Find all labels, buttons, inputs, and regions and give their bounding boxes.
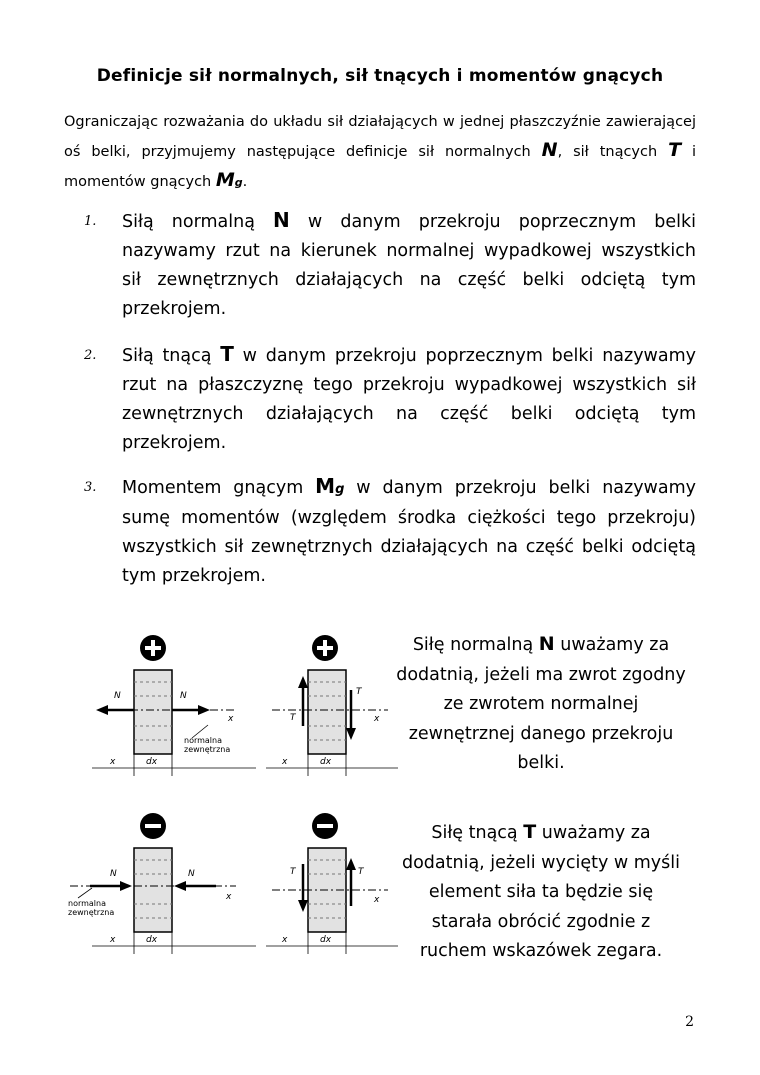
axis-label-x: x <box>228 714 234 724</box>
side-text-before: Siłę tnącą <box>431 823 524 843</box>
plus-sign-icon <box>140 635 166 661</box>
dimension-label-x: x <box>282 757 288 767</box>
definition-symbol: T <box>220 342 234 366</box>
dimension-label-x: x <box>282 935 288 945</box>
definition-after: w danym przekroju belki nazywamy sumę momentów (względem środka ciężkości tego przekroju) wszystkich sił zewnętrznych działających na część belki odciętą tym przekrojem. <box>122 478 696 586</box>
normal-label-1: normalna <box>184 736 223 745</box>
figure-shear-positive <box>262 630 402 778</box>
normal-pointer-line <box>78 888 92 898</box>
plus-sign-icon <box>312 635 338 661</box>
intro-symbol-m: M <box>215 169 235 191</box>
definition-number: 3. <box>84 480 97 495</box>
intro-symbol-n: N <box>541 139 558 161</box>
dimension-label-dx: dx <box>146 935 158 945</box>
definition-number: 1. <box>84 214 97 229</box>
figure-shear-negative <box>262 808 402 956</box>
side-text-symbol: T <box>523 821 537 843</box>
force-label-n-left: N <box>114 691 121 701</box>
definition-after: w danym przekroju poprzecznym belki nazywamy rzut na płaszczyznę tego przekroju wypadkowej wszystkich sił zewnętrznych działających na część belki odciętą tym przekrojem. <box>122 346 696 453</box>
intro-text-2: , sił tnących <box>557 144 669 160</box>
intro-paragraph <box>64 108 696 197</box>
definition-before: Siłą normalną <box>122 212 274 232</box>
dimension-label-dx: dx <box>320 757 332 767</box>
force-arrow-right <box>172 705 210 715</box>
force-arrow-into-right <box>174 881 216 891</box>
dimension-label-dx: dx <box>146 757 158 767</box>
shear-arrow-down <box>298 864 308 912</box>
figure-normal-positive <box>66 630 276 778</box>
force-label-t-right: T <box>358 867 364 877</box>
force-arrow-into-left <box>90 881 132 891</box>
force-label-n-right: N <box>188 869 195 879</box>
page-number: 2 <box>685 1014 694 1030</box>
definition-symbol: N <box>273 208 290 232</box>
side-text-before: Siłę normalną <box>412 635 539 655</box>
definition-symbol: M <box>315 474 336 498</box>
definition-2 <box>84 340 696 458</box>
dimension-line <box>92 754 256 776</box>
normal-label-1: normalna <box>68 899 107 908</box>
intro-text-3: i momentów gnących <box>64 144 697 190</box>
shear-arrow-down <box>346 690 356 740</box>
definition-number: 2. <box>84 348 97 363</box>
force-label-t-left: T <box>290 867 296 877</box>
force-arrow-left <box>96 705 134 715</box>
intro-text-4: . <box>242 174 248 190</box>
intro-text-1: Ograniczając rozważania do układu sił działających w jednej płaszczyźnie zawierającej oś belki, przyjmujemy następujące definicje sił normalnych <box>64 114 696 160</box>
definition-after: w danym przekroju poprzecznym belki nazywamy rzut na kierunek normalnej wypadkowej wszystkich sił zewnętrznych działających na część belki odciętą tym przekrojem. <box>122 212 696 319</box>
definition-before: Siłą tnącą <box>122 346 221 366</box>
side-text-shear <box>396 818 686 967</box>
definition-1 <box>84 206 696 324</box>
beam-element <box>134 670 172 754</box>
dimension-label-dx: dx <box>320 935 332 945</box>
definition-3 <box>84 472 696 591</box>
axis-label-x: x <box>226 892 232 902</box>
page-title: Definicje sił normalnych, sił tnących i momentów gnących <box>96 66 664 86</box>
normal-label-2: zewnętrzna <box>68 908 115 917</box>
dimension-line <box>92 932 256 954</box>
force-label-n-left: N <box>110 869 117 879</box>
beam-element <box>134 848 172 932</box>
minus-sign-icon <box>140 813 166 839</box>
minus-sign-icon <box>312 813 338 839</box>
force-label-n-right: N <box>180 691 187 701</box>
definition-before: Momentem gnącym <box>122 478 316 498</box>
definition-symbol-sub: g <box>335 482 345 497</box>
force-label-t-right: T <box>356 687 362 697</box>
side-text-after: uważamy za dodatnią, jeżeli ma zwrot zgodny ze zwrotem normalnej zewnętrznej danego przekroju belki. <box>396 635 686 773</box>
force-label-t-left: T <box>290 713 296 723</box>
shear-arrow-up <box>298 676 308 726</box>
side-text-normal <box>396 630 686 779</box>
normal-label-2: zewnętrzna <box>184 745 231 754</box>
figure-normal-negative <box>66 808 276 956</box>
axis-label-x: x <box>374 895 380 905</box>
dimension-label-x: x <box>110 935 116 945</box>
dimension-label-x: x <box>110 757 116 767</box>
intro-symbol-t: T <box>668 139 682 161</box>
intro-symbol-m-sub: g <box>234 176 243 189</box>
side-text-after: uważamy za dodatnią, jeżeli wycięty w myśli element siła ta będzie się starała obrócić zgodnie z ruchem wskazówek zegara. <box>401 823 680 961</box>
shear-arrow-up <box>346 858 356 906</box>
axis-label-x: x <box>374 714 380 724</box>
beam-element <box>308 670 346 754</box>
side-text-symbol: N <box>538 633 555 655</box>
